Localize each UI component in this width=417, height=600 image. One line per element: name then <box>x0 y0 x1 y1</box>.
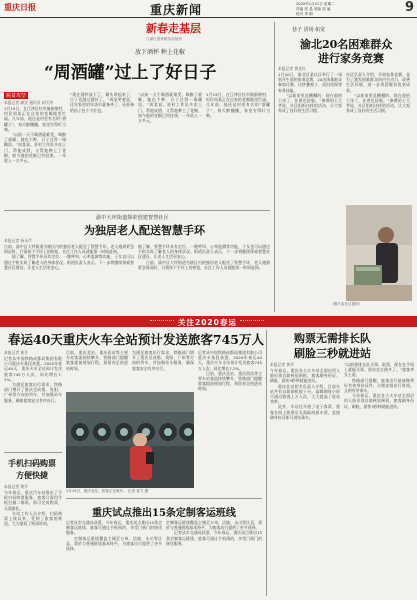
story-face-paragraph: 今年春运，重庆各大火车站全面启用人脸识别自助核验闸机，旅客刷身份证、刷脸，最快3秒钟就能进站。 <box>270 368 340 384</box>
story-face-paragraph: “以前要排长队买票、取票，现在在手机上就能买票，进站也方便多了。”旅客李女士说。 <box>344 362 414 378</box>
story-housework-kicker: 巷子 清场 拓宽 <box>292 27 326 33</box>
story-housework-col-2 <box>346 72 410 202</box>
masthead <box>0 0 417 18</box>
story-bus-paragraph: 定制客运班线覆盖主城至万州、涪陵、永川等区县，票价与普通班线基本持平，为旅客出行提供了更多选择。 <box>66 535 162 552</box>
story-train-col-3 <box>132 350 194 390</box>
story-train-paragraph: 为满足旅客出行需求，铁路部门增开了重庆至成都、贵阳、广州等方向的列车，并加强站车服务，确保旅客安全有序出行。 <box>132 350 194 371</box>
story-liquor-col-4 <box>206 92 270 208</box>
story-liquor-byline: 本报记者 颜安 通讯员 胡天荣 <box>4 100 54 105</box>
story-train-col-1 <box>4 356 62 448</box>
band-ornament-left <box>150 320 174 323</box>
story-train-paragraph: 记者从中国铁路成都局集团有限公司重庆车务段获悉，2020年春运40天，重庆火车全站预计发送旅客745万人次，同比增长7.2%。 <box>198 350 262 371</box>
housework-photo-caption: （图片由社区提供） <box>330 302 363 306</box>
newspaper-logo: 重庆日报 <box>4 2 36 12</box>
story-housework-paragraph: “以前家里乱糟糟的，现在收拾干净了，住着也舒服。”参赛的王大爷说，社区组织这样的活动，让大家养成了良好的生活习惯。 <box>346 92 410 114</box>
story-elderly-kicker: 渝中大坪街道探索创建智慧社区 <box>96 215 169 221</box>
issue-meta <box>296 2 396 16</box>
story-elderly-col-2 <box>138 244 270 312</box>
story-liquor-kicker: 放下酒杯 种上花椒 <box>135 49 185 56</box>
story-face-byline: 本报记者 黄乔 <box>270 362 294 367</box>
section-rule <box>4 452 62 453</box>
story-scan-headline-2: 方便快捷 <box>16 470 48 480</box>
story-housework-headline-1: 渝北20名困难群众 <box>300 38 393 51</box>
story-face-paragraph: 铁路部门提醒，旅客出行前请携带好有效身份证件，合理安排出行时间，文明有序乘车。 <box>344 377 414 394</box>
story-train-headline: 春运40天重庆火车全站预计发送旅客745万人 <box>8 332 264 347</box>
section-band <box>0 316 417 327</box>
section-title: 重庆新闻 <box>150 3 203 17</box>
section-rule <box>66 498 262 499</box>
banner-subtitle: 江津区国家税务局组织 <box>146 37 182 41</box>
story-housework-paragraph: 1月20日，渝北区某社区举行了一场别开生面的家务竞赛，20名困难群众参加比赛，比拼叠被子、清扫房间等家务技能。 <box>278 72 342 93</box>
story-train-paragraph: 为满足旅客出行需求，铁路部门增开了重庆至成都、贵阳、广州等方向的列车，并加强站车服务，确保旅客安全有序出行。 <box>4 382 62 403</box>
band-ornament-right <box>240 320 264 323</box>
story-housework-col-1 <box>278 72 342 202</box>
station-photo-caption: 1月19日，重庆北站，旅客正在候车。 记者 崔力 摄 <box>66 489 149 493</box>
story-face-paragraph: 今年春运，重庆各大火车站全面启用人脸识别自助核验闸机，旅客刷身份证、刷脸，最快3秒钟就能进站。 <box>344 393 414 409</box>
story-elderly-paragraph: 据了解，智慧手环具有定位、一键呼叫、心率监测等功能，子女也可以通过手机实时了解老人的身体状况。街道负责人表示，下一步将继续探索智慧社区建设，让老人生活更安心。 <box>138 244 270 260</box>
poverty-column-logo: 脱贫攻坚 <box>6 93 27 99</box>
story-train-byline: 本报记者 黄乔 <box>4 350 28 355</box>
story-liquor-paragraph: “以前一天不喝酒就难受，喝醉了就睡，地也不种，日子过得一塌糊涂。”周某说。驻村工作队多次上门，帮他戒酒，又帮他种上了花椒，如今他的花椒已经挂果，一年收入一万多元。 <box>4 132 66 164</box>
story-bus-col-1 <box>66 520 162 596</box>
story-train-paragraph: 目前，重庆北站、重庆西站等主要车站客流持续攀升，铁路部门提醒旅客提前规划行程，预留充足的进站时间。 <box>198 370 262 392</box>
issue-date: 2020年1月21日 星期二 <box>296 2 335 6</box>
story-face-headline-1: 购票无需排长队 <box>294 332 371 345</box>
column-divider <box>274 22 275 312</box>
story-train-paragraph: 记者从中国铁路成都局集团有限公司重庆车务段获悉，2020年春运40天，重庆火车全站预计发送旅客745万人次，同比增长7.2%。 <box>4 356 62 382</box>
story-bus-paragraph: 定制客运班线覆盖主城至万州、涪陵、永川等区县，票价与普通班线基本持平，为旅客出行提供了更多选择。 <box>166 520 262 531</box>
story-scan-col-1 <box>4 490 62 596</box>
story-face-paragraph: 重庆北站相关负责人介绍，目前车站共有自助闸机数十台，高峰期每小时可通过旅客上万人次，大大提高了进站效率。 <box>270 383 340 405</box>
column-divider <box>266 330 267 596</box>
story-face-headline-2: 刷脸三秒就进站 <box>294 347 371 360</box>
column-banner <box>146 20 246 44</box>
story-scan-byline: 本报记者 黄乔 <box>4 484 28 489</box>
station-photo <box>66 392 194 488</box>
story-scan-paragraph: 今年春运，重庆汽车站推出了手机扫码购票服务，旅客只需用手机扫描二维码，即可完成购票，无需排队。 <box>4 490 62 511</box>
story-scan-headline-1: 手机扫码购票 <box>8 458 56 468</box>
story-housework-paragraph: 社区负责人介绍，开展家务竞赛，是为了激发困难群众的内生动力，改善生活环境，进一步巩固脱贫攻坚成果。 <box>346 72 410 93</box>
story-housework-headline-2: 进行家务竞赛 <box>318 52 384 65</box>
story-face-col-2 <box>344 362 414 596</box>
story-liquor-paragraph: 1月19日，在江津区杜市镇新塘村，村民周某正在自家的花椒地里忙碌。几年前，他还是村里有名的“酒罐子”，每天醉醺醺，家里穷得叮当响。 <box>206 92 270 118</box>
story-train-col-4 <box>198 350 262 436</box>
housework-photo <box>346 205 412 301</box>
story-bus-paragraph: 记者从市交通局获悉，今年春运，重庆试点推出15条定制客运班线，旅客可通过手机预约，享受门到门的接送服务。 <box>66 520 162 536</box>
story-liquor-col-2 <box>70 92 134 208</box>
story-housework-paragraph: “以前家里乱糟糟的，现在收拾干净了，住着也舒服。”参赛的王大爷说，社区组织这样的活动，让大家养成了良好的生活习惯。 <box>278 92 342 114</box>
story-elderly-paragraph: 日前，渝中区大坪街道为辖区内的独居老人配送了智慧手环，老人遇到紧急情况时，只需按下手环上的按钮，社区工作人员就能第一时间赶到。 <box>138 259 270 270</box>
story-liquor-headline: “周酒罐”过上了好日子 <box>44 63 217 83</box>
issue-proofreader: 校对 李 娟 <box>296 11 313 16</box>
story-liquor-paragraph: “现在酒杯放下了，锄头拿起来了，日子也越过越好了。”周某笑着说，过年家里的年货早就备齐了，还准备给孙子包个大红包。 <box>70 92 134 113</box>
story-scan-paragraph: 车站工作人员介绍，扫码购票上线以来，受到了旅客的欢迎，大大缩短了购票时间。 <box>4 510 62 527</box>
story-face-col-1 <box>270 368 340 596</box>
story-elderly-paragraph: 据了解，智慧手环具有定位、一键呼叫、心率监测等功能，子女也可以通过手机实时了解老人的身体状况。街道负责人表示，下一步将继续探索智慧社区建设，让老人生活更安心。 <box>4 254 134 270</box>
issue-editors: 责编 张 晶 美编 周 谧 <box>296 6 331 11</box>
story-liquor-paragraph: “以前一天不喝酒就难受，喝醉了就睡，地也不种，日子过得一塌糊涂。”周某说。驻村工作队多次上门，帮他戒酒，又帮他种上了花椒，如今他的花椒已经挂果，一年收入一万多元。 <box>138 92 202 124</box>
story-train-paragraph: 目前，重庆北站、重庆西站等主要车站客流持续攀升，铁路部门提醒旅客提前规划行程，预留充足的进站时间。 <box>66 350 128 371</box>
story-housework-byline: 本报记者 黄光红 <box>278 66 306 71</box>
story-train-col-2 <box>66 350 128 390</box>
story-bus-col-2 <box>166 520 262 596</box>
section-rule <box>4 210 270 211</box>
story-elderly-paragraph: 日前，渝中区大坪街道为辖区内的独居老人配送了智慧手环，老人遇到紧急情况时，只需按下手环上的按钮，社区工作人员就能第一时间赶到。 <box>4 244 134 255</box>
story-elderly-byline: 本报记者 杨永芹 <box>4 238 32 243</box>
story-bus-paragraph: 记者从市交通局获悉，今年春运，重庆试点推出15条定制客运班线，旅客可通过手机预约，享受门到门的接送服务。 <box>166 530 262 546</box>
band-label: 关注2020春运 <box>178 318 237 327</box>
banner-title: 新春走基层 <box>146 22 201 35</box>
story-face-paragraph: 此外，车站还开通了电子客票，旅客在网上购票后无需取纸质车票，直接刷身份证即可进站乘车。 <box>270 404 340 420</box>
story-elderly-headline: 为独居老人配送智慧手环 <box>84 224 205 237</box>
story-elderly-col-1 <box>4 244 134 312</box>
story-bus-headline: 重庆试点推出15条定制客运班线 <box>92 508 236 519</box>
story-liquor-col-3 <box>138 92 202 208</box>
story-liquor-paragraph: 1月19日，在江津区杜市镇新塘村，村民周某正在自家的花椒地里忙碌。几年前，他还是村里有名的“酒罐子”，每天醉醺醺，家里穷得叮当响。 <box>4 106 66 132</box>
page-number: 9 <box>404 0 414 15</box>
